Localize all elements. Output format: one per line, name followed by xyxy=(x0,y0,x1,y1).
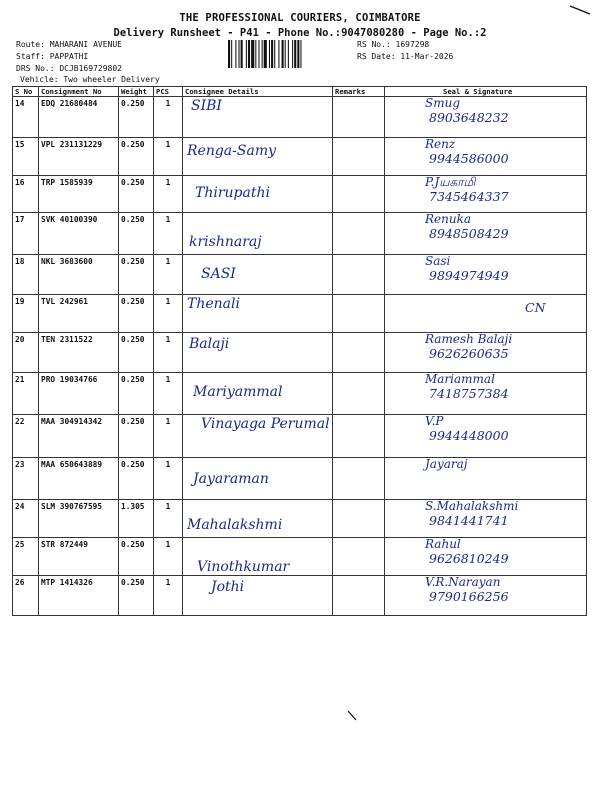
consignee-handwriting: SIBI xyxy=(191,98,222,114)
consignee-handwriting: Jothi xyxy=(211,579,245,595)
signature-handwriting: Rahul xyxy=(425,537,461,551)
row-signature xyxy=(385,295,587,333)
barcode-bar xyxy=(288,40,289,68)
table-row xyxy=(13,138,587,176)
consignee-handwriting: Thenali xyxy=(187,296,240,312)
phone-handwriting: 9894974949 xyxy=(429,268,509,283)
table-row xyxy=(13,458,587,500)
barcode-bar xyxy=(300,40,301,68)
row-remarks xyxy=(333,255,385,295)
row-signature xyxy=(385,333,587,373)
consignee-handwriting: Jayaraman xyxy=(193,471,269,487)
rs-date: RS Date: 11-Mar-2026 xyxy=(357,52,454,61)
row-sno: 19 xyxy=(13,295,39,333)
pen-mark xyxy=(346,708,360,722)
col-weight: Weight xyxy=(119,87,154,97)
barcode-bar xyxy=(264,40,267,68)
row-consignment-no: MTP 1414326 xyxy=(39,576,119,616)
runsheet-subtitle: Delivery Runsheet - P41 - Phone No.:9047080280 - Page No.:2 xyxy=(113,27,487,39)
row-sno: 25 xyxy=(13,538,39,576)
row-weight: 0.250 xyxy=(119,213,154,255)
col-signature: Seal & Signature xyxy=(385,87,587,97)
phone-handwriting: 9944448000 xyxy=(429,428,509,443)
table-row xyxy=(13,415,587,458)
signature-handwriting: Renz xyxy=(425,137,456,151)
row-remarks xyxy=(333,213,385,255)
barcode-bar xyxy=(271,40,273,68)
row-pcs: 1 xyxy=(154,333,183,373)
signature-handwriting: Smug xyxy=(425,96,461,110)
row-consignee xyxy=(183,415,333,458)
vehicle-label: Vehicle: Two wheeler Delivery xyxy=(20,75,160,84)
table-row xyxy=(13,373,587,415)
col-pcs: PCS xyxy=(154,87,183,97)
phone-handwriting: 8903648232 xyxy=(429,110,509,125)
barcode-bar xyxy=(239,40,240,68)
row-remarks xyxy=(333,97,385,138)
row-remarks xyxy=(333,373,385,415)
row-pcs: 1 xyxy=(154,500,183,538)
row-consignment-no: TRP 1585939 xyxy=(39,176,119,213)
consignee-handwriting: Renga-Samy xyxy=(187,143,277,159)
row-sno: 24 xyxy=(13,500,39,538)
phone-handwriting: 9626260635 xyxy=(429,346,509,361)
row-sno: 22 xyxy=(13,415,39,458)
row-weight: 0.250 xyxy=(119,97,154,138)
consignee-handwriting: Vinothkumar xyxy=(197,559,290,575)
row-remarks xyxy=(333,458,385,500)
table-row xyxy=(13,333,587,373)
signature-handwriting: Mariammal xyxy=(425,372,495,386)
barcode-bar xyxy=(231,40,232,68)
row-sno: 14 xyxy=(13,97,39,138)
row-sno: 17 xyxy=(13,213,39,255)
barcode-bar xyxy=(251,40,254,68)
row-weight: 0.250 xyxy=(119,415,154,458)
row-signature xyxy=(385,213,587,255)
row-remarks xyxy=(333,138,385,176)
row-pcs: 1 xyxy=(154,576,183,616)
barcode xyxy=(228,40,352,68)
signature-handwriting: Ramesh Balaji xyxy=(425,332,513,346)
row-sno: 23 xyxy=(13,458,39,500)
row-consignment-no: NKL 3683600 xyxy=(39,255,119,295)
row-signature xyxy=(385,576,587,616)
row-consignee xyxy=(183,373,333,415)
row-pcs: 1 xyxy=(154,255,183,295)
row-pcs: 1 xyxy=(154,213,183,255)
table-row xyxy=(13,576,587,616)
row-signature xyxy=(385,500,587,538)
consignee-handwriting: Mahalakshmi xyxy=(187,517,283,533)
table-row xyxy=(13,255,587,295)
row-sno: 16 xyxy=(13,176,39,213)
row-consignee xyxy=(183,295,333,333)
row-consignment-no: STR 872449 xyxy=(39,538,119,576)
row-signature xyxy=(385,415,587,458)
row-weight: 0.250 xyxy=(119,576,154,616)
row-remarks xyxy=(333,500,385,538)
row-sno: 18 xyxy=(13,255,39,295)
barcode-bar xyxy=(241,40,243,68)
corner-mark xyxy=(568,4,592,16)
consignee-handwriting: Vinayaga Perumal xyxy=(201,416,330,432)
consignee-handwriting: SASI xyxy=(201,266,236,282)
row-remarks xyxy=(333,576,385,616)
phone-handwriting: 9841441741 xyxy=(429,513,509,528)
row-consignee xyxy=(183,255,333,295)
barcode-bar xyxy=(235,40,236,68)
row-consignment-no: MAA 650643889 xyxy=(39,458,119,500)
row-consignment-no: EDQ 21680484 xyxy=(39,97,119,138)
row-signature xyxy=(385,138,587,176)
row-weight: 0.250 xyxy=(119,295,154,333)
barcode-bar xyxy=(285,40,286,68)
row-consignment-no: SVK 40100390 xyxy=(39,213,119,255)
phone-handwriting: 7345464337 xyxy=(429,189,509,204)
row-signature xyxy=(385,97,587,138)
row-consignee xyxy=(183,538,333,576)
barcode-bar xyxy=(246,40,247,68)
row-remarks xyxy=(333,295,385,333)
col-consignment: Consignment No xyxy=(39,87,119,97)
col-remarks: Remarks xyxy=(333,87,385,97)
route-label: Route: MAHARANI AVENUE xyxy=(16,40,122,49)
row-weight: 0.250 xyxy=(119,138,154,176)
row-consignee xyxy=(183,213,333,255)
signature-handwriting: S.Mahalakshmi xyxy=(425,499,519,513)
table-row xyxy=(13,538,587,576)
row-pcs: 1 xyxy=(154,295,183,333)
row-signature xyxy=(385,538,587,576)
row-consignment-no: VPL 231131229 xyxy=(39,138,119,176)
barcode-bar xyxy=(258,40,259,68)
signature-handwriting: Jayaraj xyxy=(425,457,468,471)
phone-handwriting: 9790166256 xyxy=(429,589,509,604)
barcode-bar xyxy=(274,40,275,68)
col-consignee: Consignee Details xyxy=(183,87,333,97)
signature-handwriting: V.P xyxy=(425,414,444,428)
consignee-handwriting: Balaji xyxy=(189,336,230,352)
row-sno: 26 xyxy=(13,576,39,616)
consignee-handwriting: Thirupathi xyxy=(195,185,270,201)
signature-handwriting: Renuka xyxy=(425,212,472,226)
row-weight: 0.250 xyxy=(119,458,154,500)
row-sno: 21 xyxy=(13,373,39,415)
row-pcs: 1 xyxy=(154,458,183,500)
row-consignment-no: PRO 19034766 xyxy=(39,373,119,415)
row-signature xyxy=(385,458,587,500)
barcode-bar xyxy=(278,40,279,68)
row-pcs: 1 xyxy=(154,138,183,176)
row-consignee xyxy=(183,500,333,538)
row-consignee xyxy=(183,458,333,500)
barcode-bar xyxy=(262,40,263,68)
row-remarks xyxy=(333,538,385,576)
signature-handwriting: Sasi xyxy=(425,254,451,268)
row-remarks xyxy=(333,333,385,373)
signature-handwriting: V.R.Narayan xyxy=(425,575,501,589)
row-sno: 15 xyxy=(13,138,39,176)
table-header-row xyxy=(13,87,587,97)
barcode-bar xyxy=(292,40,293,68)
company-title: THE PROFESSIONAL COURIERS, COIMBATORE xyxy=(179,12,421,24)
row-consignment-no: MAA 304914342 xyxy=(39,415,119,458)
barcode-bar xyxy=(228,40,230,68)
row-consignment-no: TVL 242961 xyxy=(39,295,119,333)
row-consignee xyxy=(183,138,333,176)
staff-label: Staff: PAPPATHI xyxy=(16,52,89,61)
consignee-handwriting: krishnaraj xyxy=(189,234,262,250)
table-row xyxy=(13,500,587,538)
row-signature xyxy=(385,255,587,295)
row-pcs: 1 xyxy=(154,97,183,138)
phone-handwriting: CN xyxy=(525,300,546,315)
row-consignee xyxy=(183,333,333,373)
phone-handwriting: 9626810249 xyxy=(429,551,509,566)
row-pcs: 1 xyxy=(154,538,183,576)
phone-handwriting: 9944586000 xyxy=(429,151,509,166)
barcode-bar xyxy=(255,40,256,68)
row-consignment-no: SLM 390767595 xyxy=(39,500,119,538)
barcode-bar xyxy=(297,40,299,68)
table-row xyxy=(13,176,587,213)
barcode-bar xyxy=(248,40,250,68)
row-weight: 1.305 xyxy=(119,500,154,538)
barcode-bar xyxy=(282,40,284,68)
col-sno: S No xyxy=(13,87,39,97)
row-weight: 0.250 xyxy=(119,538,154,576)
row-weight: 0.250 xyxy=(119,373,154,415)
table-row xyxy=(13,213,587,255)
row-sno: 20 xyxy=(13,333,39,373)
row-remarks xyxy=(333,415,385,458)
row-signature xyxy=(385,373,587,415)
row-remarks xyxy=(333,176,385,213)
table-row xyxy=(13,97,587,138)
row-consignment-no: TEN 2311522 xyxy=(39,333,119,373)
phone-handwriting: 7418757384 xyxy=(429,386,509,401)
phone-handwriting: 8948508429 xyxy=(429,226,509,241)
row-weight: 0.250 xyxy=(119,176,154,213)
row-signature xyxy=(385,176,587,213)
row-consignee xyxy=(183,576,333,616)
table-row xyxy=(13,295,587,333)
row-weight: 0.250 xyxy=(119,255,154,295)
barcode-bar xyxy=(269,40,270,68)
row-consignee xyxy=(183,176,333,213)
row-pcs: 1 xyxy=(154,176,183,213)
consignee-handwriting: Mariyammal xyxy=(193,384,283,400)
signature-handwriting: P.Jயகாமி xyxy=(425,175,476,189)
runsheet-table xyxy=(12,86,587,616)
barcode-bar xyxy=(294,40,296,68)
row-pcs: 1 xyxy=(154,415,183,458)
row-weight: 0.250 xyxy=(119,333,154,373)
drs-label: DRS No.: DCJB169729802 xyxy=(16,64,122,73)
row-pcs: 1 xyxy=(154,373,183,415)
row-consignee xyxy=(183,97,333,138)
rs-number: RS No.: 1697298 xyxy=(357,40,430,49)
